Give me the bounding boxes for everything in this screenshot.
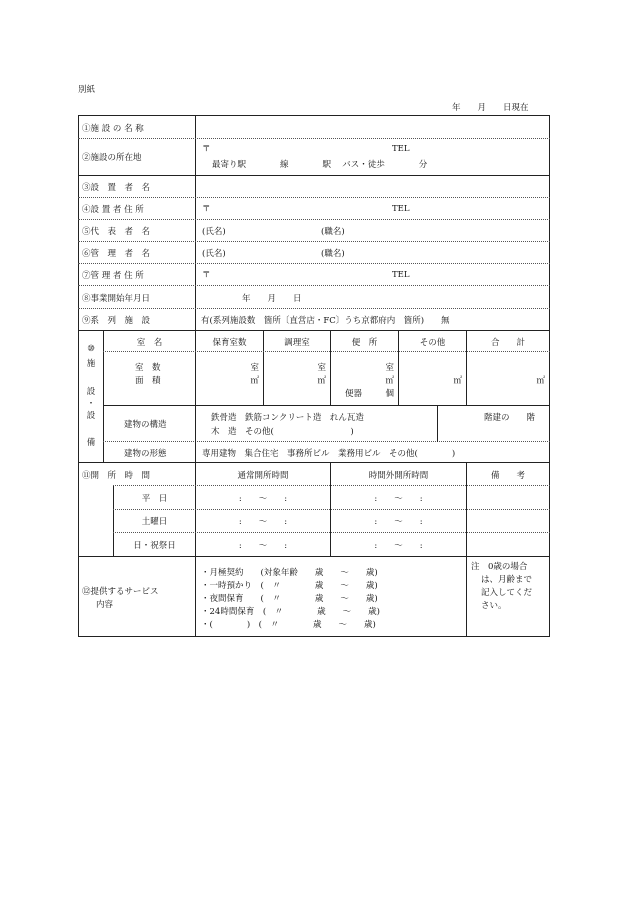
start-date-value: 年 月 日 <box>242 294 302 304</box>
room-unit: 室 <box>317 363 326 373</box>
job-title-label: (職名) <box>321 249 345 259</box>
facility-side-number: ⑩ <box>87 344 95 354</box>
service-item: ・24時間保育 ( 〃 歳 〜 歳) <box>201 607 380 617</box>
facility-side-char: 設 <box>86 387 96 397</box>
postal-mark: 〒 <box>202 144 211 154</box>
building-structure-label: 建物の構造 <box>124 420 167 430</box>
weekday-label: 平 日 <box>141 494 168 504</box>
tel-label: TEL <box>392 144 410 154</box>
toilet-header: 便 所 <box>351 338 378 348</box>
time-range-slot: : 〜 : <box>374 541 423 551</box>
name-label: (氏名) <box>202 227 226 237</box>
room-header-sep <box>103 351 550 352</box>
tel-label: TEL <box>392 204 410 214</box>
attachment-label: 別紙 <box>78 85 96 95</box>
floor-area-label: 面 積 <box>135 376 161 386</box>
service-item: ・一時預かり ( 〃 歳 〜 歳) <box>201 581 378 591</box>
row-sep-1 <box>78 138 550 139</box>
sqm-unit: ㎡ <box>385 376 394 386</box>
label-divider <box>195 115 196 331</box>
service-item: ・月極契約 (対象年齢 歳 〜 歳) <box>201 568 378 578</box>
manager-name-label: ⑥管 理 者 名 <box>82 249 151 259</box>
table-top-border <box>78 115 550 116</box>
time-range-slot: : 〜 : <box>238 494 288 504</box>
tel-label: TEL <box>392 270 410 280</box>
time-range-slot: : 〜 : <box>374 517 423 527</box>
row-sep-6 <box>78 263 550 264</box>
kitchen-header: 調理室 <box>284 338 310 348</box>
facility-side-char: ・ <box>86 399 96 409</box>
room-unit: 室 <box>385 363 394 373</box>
total-header: 合 計 <box>490 338 525 348</box>
building-form-options: 専用建物 集合住宅 事務所ビル 業務用ビル その他( ) <box>202 449 456 459</box>
normal-hours-header: 通常開所時間 <box>237 471 289 481</box>
other-header: その他 <box>419 338 446 348</box>
facility-side-char: 設 <box>86 411 96 421</box>
postal-mark: 〒 <box>202 270 211 280</box>
holiday-label: 日・祝祭日 <box>133 541 176 551</box>
founder-address-label: ④設 置 者 住 所 <box>82 205 144 215</box>
room-unit: 室 <box>250 363 259 373</box>
toilet-fixture-label: 便器 <box>345 389 363 399</box>
service-item: ・夜間保育 ( 〃 歳 〜 歳) <box>201 594 378 604</box>
representative-name-label: ⑤代 表 者 名 <box>82 227 151 237</box>
date-as-of: 年 月 日現在 <box>452 103 529 113</box>
founder-name-label: ③設 置 者 名 <box>82 183 151 193</box>
hours-top-border <box>78 462 550 463</box>
table-bottom-border <box>78 636 550 637</box>
facility-location-label: ②施設の所在地 <box>82 153 142 163</box>
room-name-header: 室 名 <box>136 338 163 348</box>
facility-side-divider <box>103 330 104 462</box>
sqm-unit: ㎡ <box>250 376 259 386</box>
age-note: 記入してくだ <box>481 588 533 598</box>
facility-name-label: ①施 設 の 名 称 <box>82 124 144 134</box>
room-count-label: 室 数 <box>135 363 161 373</box>
time-range-slot: : 〜 : <box>374 494 423 504</box>
service-item: ・( ) ( 〃 歳 〜 歳) <box>201 620 376 630</box>
row-sep-5 <box>78 241 550 242</box>
nearest-station-line: 最寄り駅 線 駅 バス・徒歩 分 <box>212 160 428 170</box>
age-note: 注 0歳の場合 <box>471 562 528 572</box>
hours-row-sep <box>113 485 550 486</box>
sqm-unit: ㎡ <box>536 376 545 386</box>
affiliated-facilities-label: ⑨系 列 施 設 <box>82 316 151 326</box>
structure-label-divider <box>195 405 196 462</box>
hours-row-sep <box>113 509 550 510</box>
floors-divider <box>437 405 438 442</box>
services-label: 内容 <box>96 600 114 610</box>
facility-side-char: 備 <box>86 438 96 448</box>
row-sep-4 <box>78 219 550 220</box>
services-top-border <box>78 556 550 557</box>
postal-mark: 〒 <box>202 204 211 214</box>
remarks-header: 備 考 <box>490 471 525 481</box>
name-label: (氏名) <box>202 249 226 259</box>
building-form-label: 建物の形態 <box>124 449 167 459</box>
opening-hours-label: ⑪開 所 時 間 <box>82 471 151 481</box>
structure-options-line1: 鉄骨造 鉄筋コンクリート造 れん瓦造 <box>211 413 364 423</box>
structure-sep <box>103 405 550 406</box>
age-note: さい。 <box>481 601 507 611</box>
sqm-unit: ㎡ <box>453 376 462 386</box>
structure-options-line2: 木 造 その他( ) <box>211 427 354 437</box>
sqm-unit: ㎡ <box>317 376 326 386</box>
time-range-slot: : 〜 : <box>238 517 288 527</box>
floors-field: 階建の 階 <box>484 413 536 423</box>
table-right-border <box>549 115 550 637</box>
row-sep-9 <box>78 330 550 331</box>
job-title-label: (職名) <box>321 227 345 237</box>
saturday-label: 土曜日 <box>141 517 168 527</box>
age-note: は、月齢まで <box>481 575 533 585</box>
extended-hours-header: 時間外開所時間 <box>368 471 429 481</box>
manager-address-label: ⑦管 理 者 住 所 <box>82 271 144 281</box>
row-sep-3 <box>78 197 550 198</box>
time-range-slot: : 〜 : <box>238 541 288 551</box>
affiliated-facilities-value: 有(系列施設数 箇所〔直営店・FC〕うち京都府内 箇所) 無 <box>201 316 450 326</box>
childcare-rooms-header: 保育室数 <box>212 338 247 348</box>
services-note-divider <box>466 556 467 637</box>
facility-side-char: 施 <box>86 359 96 369</box>
services-label: ⑫提供するサービス <box>82 587 159 597</box>
row-sep-7 <box>78 285 550 286</box>
row-sep-8 <box>78 308 550 309</box>
start-date-label: ⑧事業開始年月日 <box>82 294 151 304</box>
hours-row-sep <box>113 532 550 533</box>
form-sep <box>103 441 550 442</box>
row-sep-2 <box>78 175 550 176</box>
table-left-border <box>78 115 79 637</box>
services-label-divider <box>195 556 196 637</box>
piece-unit: 個 <box>385 389 394 399</box>
